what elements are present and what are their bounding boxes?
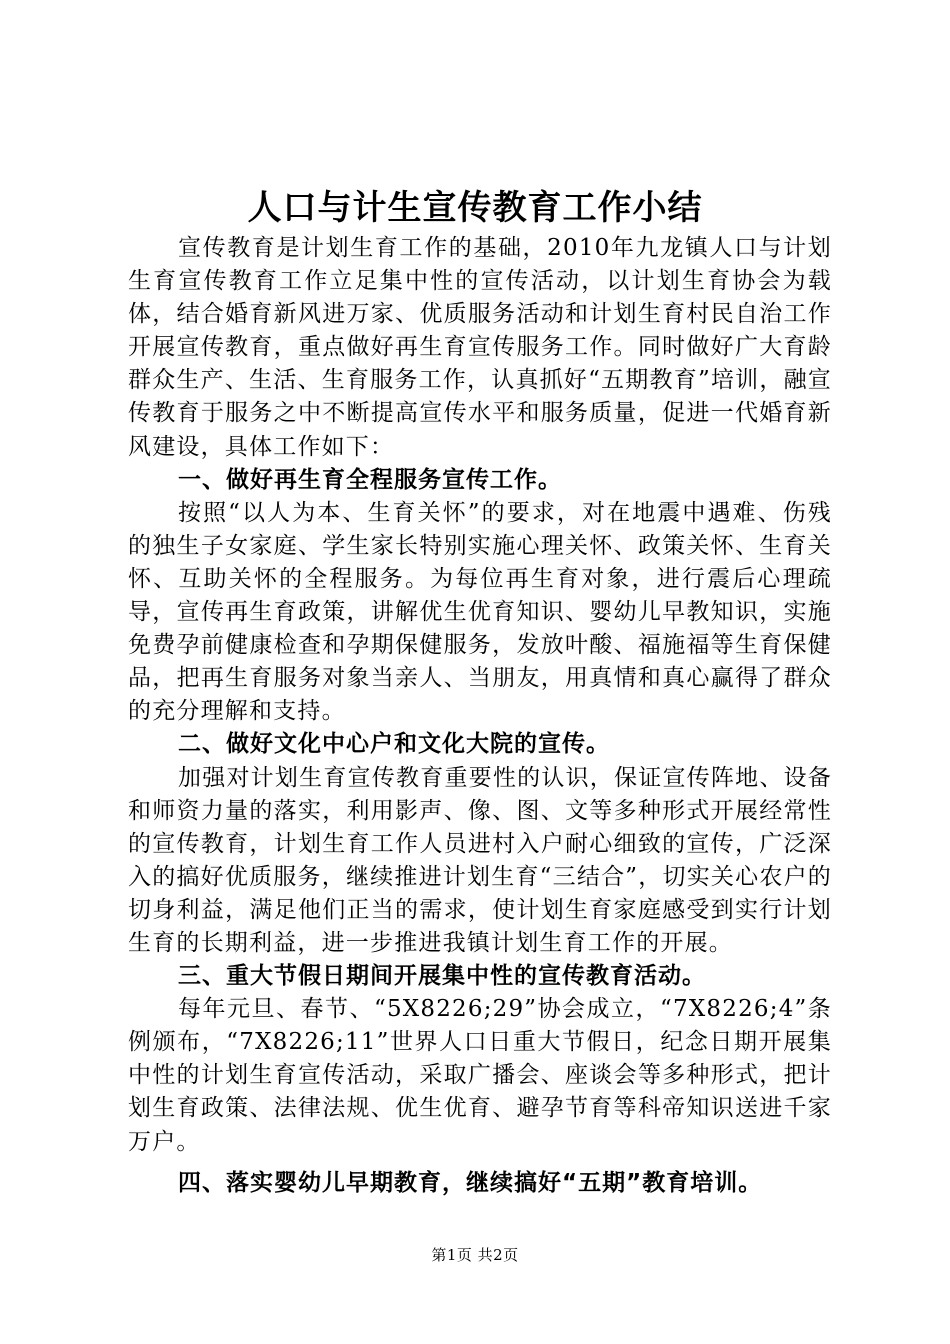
- section-paragraph-2: 加强对计划生育宣传教育重要性的认识，保证宣传阵地、设备和师资力量的落实，利用影声、像、图、文等多种形式开展经常性的宣传教育，计划生育工作人员进村入户耐心细致的宣传，广泛深入的搞好优质服务，继续推进计划生育“三结合”，切实关心农户的切身利益，满足他们正当的需求，使计划生育家庭感受到实行计划生育的长期利益，进一步推进我镇计划生育工作的开展。: [128, 764, 832, 956]
- page-footer: 第1页 共2页: [431, 1246, 519, 1264]
- section-heading-3: 三、重大节假日期间开展集中性的宣传教育活动。: [178, 963, 706, 990]
- intro-paragraph: 宣传教育是计划生育工作的基础，2010年九龙镇人口与计划生育宣传教育工作立足集中性的宣传活动，以计划生育协会为载体，结合婚育新风进万家、优质服务活动和计划生育村民自治工作开展宣传教育，重点做好再生育宣传服务工作。同时做好广大育龄群众生产、生活、生育服务工作，认真抓好“五期教育”培训，融宣传教育于服务之中不断提高宣传水平和服务质量，促进一代婚育新风建设，具体工作如下：: [128, 235, 832, 460]
- section-heading-4: 四、落实婴幼儿早期教育，继续搞好“五期”教育培训。: [178, 1169, 763, 1196]
- section-heading-1: 一、做好再生育全程服务宣传工作。: [178, 466, 562, 493]
- section-paragraph-1: 按照“以人为本、生育关怀”的要求，对在地震中遇难、伤残的独生子女家庭、学生家长特别实施心理关怀、政策关怀、生育关怀、互助关怀的全程服务。为每位再生育对象，进行震后心理疏导，宣传再生育政策，讲解优生优育知识、婴幼儿早教知识，实施免费孕前健康检查和孕期保健服务，发放叶酸、福施福等生育保健品，把再生育服务对象当亲人、当朋友，用真情和真心赢得了群众的充分理解和支持。: [128, 499, 832, 725]
- document-title: 人口与计生宣传教育工作小结: [247, 188, 703, 228]
- section-heading-2: 二、做好文化中心户和文化大院的宣传。: [178, 731, 610, 758]
- document-body: [128, 232, 832, 1200]
- section-paragraph-3: 每年元旦、春节、“5X8226;29”协会成立，“7X8226;4”条例颁布，“7X8226;11”世界人口日重大节假日，纪念日期开展集中性的计划生育宣传活动，采取广播会、座谈会等多种形式，把计划生育政策、法律法规、优生优育、避孕节育等科帝知识送进千家万户。: [128, 996, 832, 1155]
